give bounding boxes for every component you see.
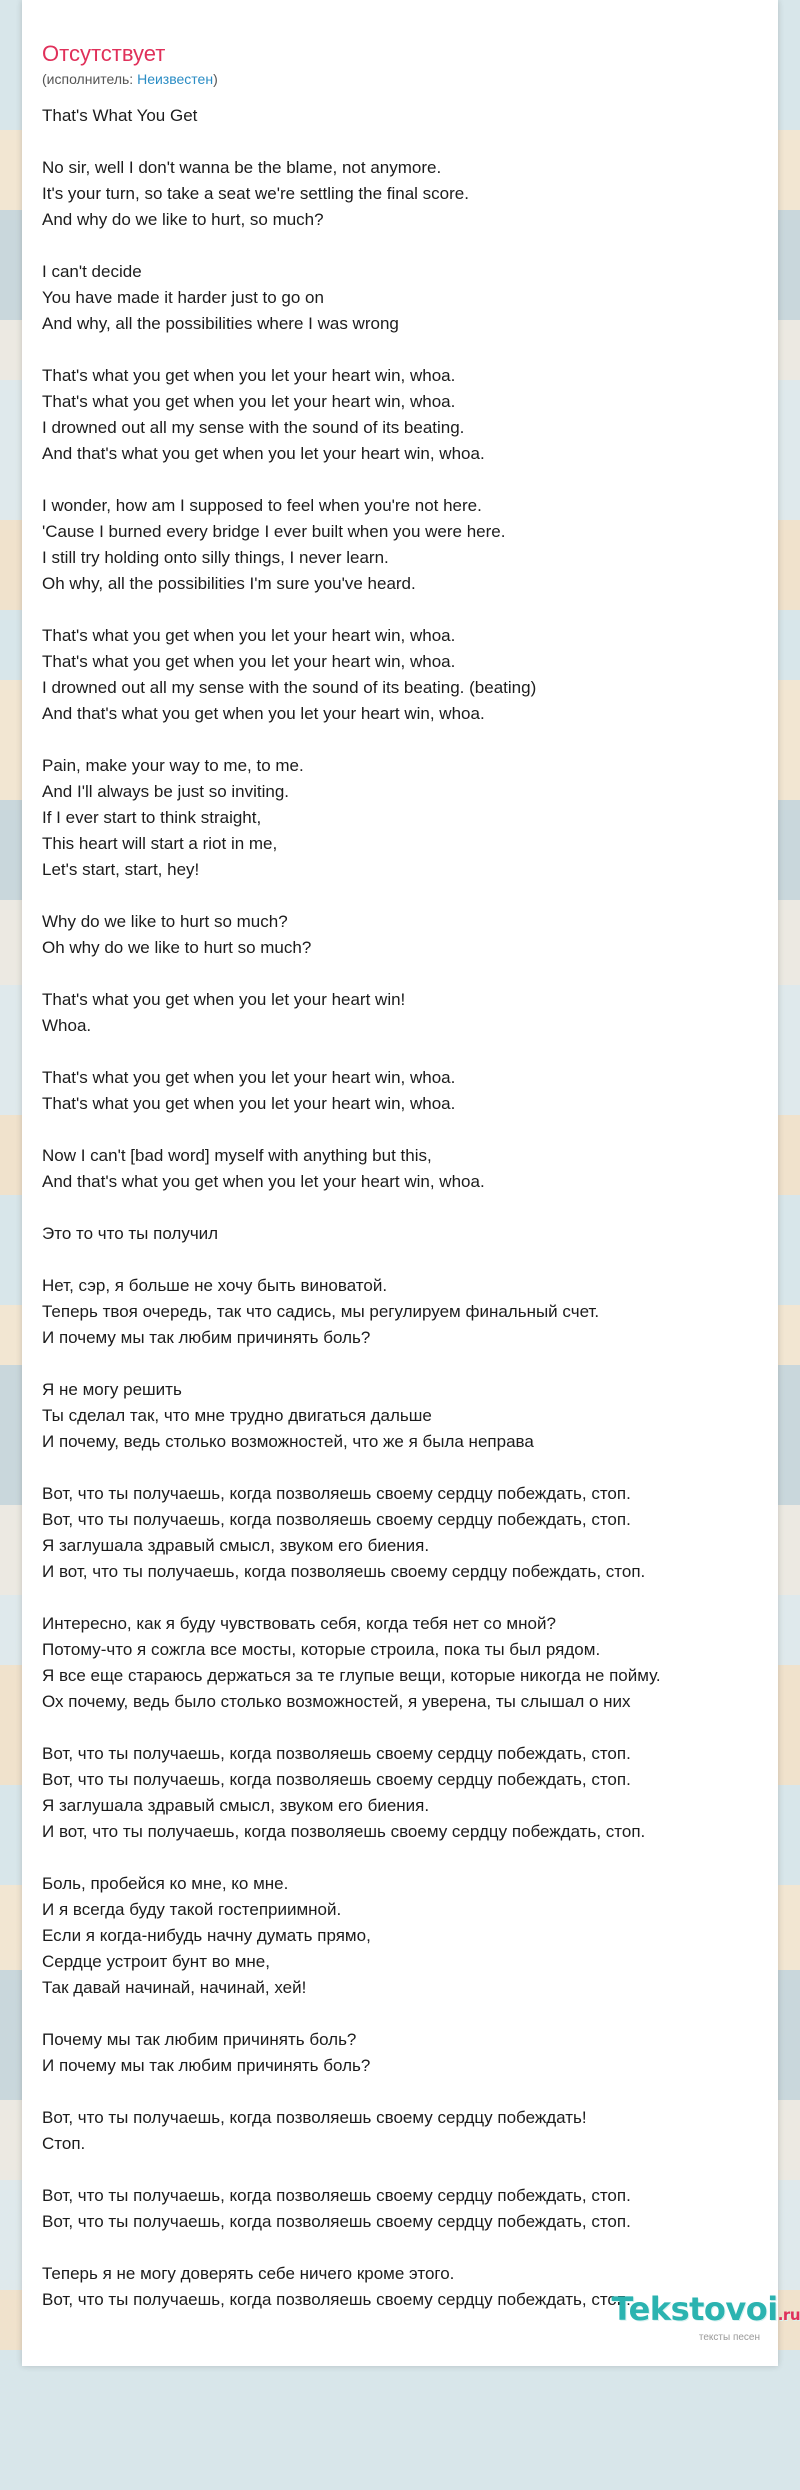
lyric-line: Oh why do we like to hurt so much? <box>42 938 312 957</box>
lyric-line: And that's what you get when you let your heart win, whoa. <box>42 444 485 463</box>
lyric-line: I drowned out all my sense with the sound of its beating. (beating) <box>42 678 537 697</box>
stanza-gap <box>42 961 772 987</box>
lyrics-card <box>22 0 778 2366</box>
song-title: Отсутствует <box>42 41 166 66</box>
artist-line <box>42 70 218 88</box>
lyric-line: I still try holding onto silly things, I never learn. <box>42 548 389 567</box>
lyric-line: That's what you get when you let your heart win, whoa. <box>42 392 456 411</box>
lyric-line: That's What You Get <box>42 106 198 125</box>
stanza-gap <box>42 2079 772 2105</box>
lyric-line: Pain, make your way to me, to me. <box>42 756 304 775</box>
lyric-line: No sir, well I don't wanna be the blame, not anymore. <box>42 158 442 177</box>
stanza-gap <box>42 727 772 753</box>
stanza-gap <box>42 1845 772 1871</box>
watermark-logo <box>612 2292 800 2332</box>
lyric-line: И почему мы так любим причинять боль? <box>42 1328 371 1347</box>
lyric-line: Если я когда-нибудь начну думать прямо, <box>42 1926 371 1945</box>
lyric-line: Oh why, all the possibilities I'm sure you've heard. <box>42 574 416 593</box>
stanza-gap <box>42 2001 772 2027</box>
stanza-gap <box>42 1715 772 1741</box>
lyric-line: Вот, что ты получаешь, когда позволяешь своему сердцу побеждать, стоп. <box>42 1744 631 1763</box>
lyric-line: I drowned out all my sense with the sound of its beating. <box>42 418 465 437</box>
stanza-gap <box>42 2235 772 2261</box>
lyric-line: And why do we like to hurt, so much? <box>42 210 324 229</box>
lyric-line: Вот, что ты получаешь, когда позволяешь своему сердцу побеждать, стоп. <box>42 1510 631 1529</box>
lyric-line: И вот, что ты получаешь, когда позволяешь своему сердцу побеждать, стоп. <box>42 1822 646 1841</box>
lyric-line: Я все еще стараюсь держаться за те глупые вещи, которые никогда не пойму. <box>42 1666 661 1685</box>
lyric-line: И вот, что ты получаешь, когда позволяешь своему сердцу побеждать, стоп. <box>42 1562 646 1581</box>
lyric-line: Now I can't [bad word] myself with anything but this, <box>42 1146 432 1165</box>
lyric-line: Let's start, start, hey! <box>42 860 200 879</box>
lyric-line: That's what you get when you let your heart win, whoa. <box>42 1094 456 1113</box>
lyric-line: Я не могу решить <box>42 1380 182 1399</box>
lyric-line: Why do we like to hurt so much? <box>42 912 288 931</box>
lyric-line: And that's what you get when you let your heart win, whoa. <box>42 1172 485 1191</box>
stanza-gap <box>42 597 772 623</box>
lyric-line: If I ever start to think straight, <box>42 808 262 827</box>
lyric-line: И почему, ведь столько возможностей, что же я была неправа <box>42 1432 534 1451</box>
lyric-line: Так давай начинай, начинай, хей! <box>42 1978 307 1997</box>
lyric-line: Я заглушала здравый смысл, звуком его биения. <box>42 1536 430 1555</box>
stanza-gap <box>42 467 772 493</box>
watermark-tagline: тексты песен <box>698 2332 760 2343</box>
lyric-line: Теперь твоя очередь, так что садись, мы регулируем финальный счет. <box>42 1302 600 1321</box>
lyric-line: That's what you get when you let your heart win, whoa. <box>42 366 456 385</box>
lyric-line: Вот, что ты получаешь, когда позволяешь своему сердцу побеждать, стоп. <box>42 2212 631 2231</box>
lyric-line: Нет, сэр, я больше не хочу быть виноватой. <box>42 1276 388 1295</box>
lyric-line: That's what you get when you let your heart win, whoa. <box>42 626 456 645</box>
lyric-line: And I'll always be just so inviting. <box>42 782 290 801</box>
stanza-gap <box>42 233 772 259</box>
lyric-line: It's your turn, so take a seat we're settling the final score. <box>42 184 469 203</box>
stanza-gap <box>42 2157 772 2183</box>
lyric-line: That's what you get when you let your heart win, whoa. <box>42 652 456 671</box>
stanza-gap <box>42 883 772 909</box>
lyric-line: Теперь я не могу доверять себе ничего кроме этого. <box>42 2264 455 2283</box>
watermark-name: Tekstovoi <box>611 2290 778 2328</box>
lyric-line: You have made it harder just to go on <box>42 288 324 307</box>
lyric-line: Это то что ты получил <box>42 1224 219 1243</box>
lyric-line: 'Cause I burned every bridge I ever built when you were here. <box>42 522 506 541</box>
lyric-line: That's what you get when you let your heart win, whoa. <box>42 1068 456 1087</box>
lyric-line: Боль, пробейся ко мне, ко мне. <box>42 1874 289 1893</box>
artist-suffix: ) <box>213 71 218 87</box>
stanza-gap <box>42 337 772 363</box>
site-watermark[interactable] <box>612 2292 800 2344</box>
stanza-gap <box>42 1195 772 1221</box>
stanza-gap <box>42 129 772 155</box>
lyric-line: Вот, что ты получаешь, когда позволяешь своему сердцу побеждать, стоп. <box>42 2186 631 2205</box>
stanza-gap <box>42 1455 772 1481</box>
lyric-line: Почему мы так любим причинять боль? <box>42 2030 357 2049</box>
watermark-tld: .ru <box>777 2306 800 2324</box>
lyric-line: Ты сделал так, что мне трудно двигаться дальше <box>42 1406 432 1425</box>
lyric-line: Вот, что ты получаешь, когда позволяешь своему сердцу побеждать, стоп. <box>42 2290 631 2309</box>
lyric-line: Ох почему, ведь было столько возможностей, я уверена, ты слышал о них <box>42 1692 631 1711</box>
stanza-gap <box>42 1351 772 1377</box>
lyric-line: That's what you get when you let your heart win! <box>42 990 406 1009</box>
lyric-line: Стоп. <box>42 2134 86 2153</box>
lyric-line: And why, all the possibilities where I was wrong <box>42 314 399 333</box>
lyric-line: Сердце устроит бунт во мне, <box>42 1952 270 1971</box>
lyric-line: Whoa. <box>42 1016 92 1035</box>
lyric-line: Вот, что ты получаешь, когда позволяешь своему сердцу побеждать, стоп. <box>42 1484 631 1503</box>
lyric-line: Интересно, как я буду чувствовать себя, когда тебя нет со мной? <box>42 1614 556 1633</box>
stanza-gap <box>42 1117 772 1143</box>
artist-prefix: (исполнитель: <box>42 71 138 87</box>
stanza-gap <box>42 1585 772 1611</box>
lyric-line: Потому-что я сожгла все мосты, которые строила, пока ты был рядом. <box>42 1640 601 1659</box>
lyric-line: И я всегда буду такой гостеприимной. <box>42 1900 342 1919</box>
lyric-line: This heart will start a riot in me, <box>42 834 278 853</box>
lyric-line: Я заглушала здравый смысл, звуком его биения. <box>42 1796 430 1815</box>
background-stripe <box>0 2350 800 2490</box>
lyric-line: Вот, что ты получаешь, когда позволяешь своему сердцу побеждать, стоп. <box>42 1770 631 1789</box>
lyric-line: I can't decide <box>42 262 142 281</box>
artist-link[interactable]: Неизвестен <box>137 71 214 87</box>
lyric-line: And that's what you get when you let your heart win, whoa. <box>42 704 485 723</box>
lyric-line: Вот, что ты получаешь, когда позволяешь своему сердцу побеждать! <box>42 2108 587 2127</box>
stanza-gap <box>42 1247 772 1273</box>
lyrics-body <box>42 103 772 2313</box>
lyric-line: I wonder, how am I supposed to feel when you're not here. <box>42 496 482 515</box>
stanza-gap <box>42 1039 772 1065</box>
lyric-line: И почему мы так любим причинять боль? <box>42 2056 371 2075</box>
